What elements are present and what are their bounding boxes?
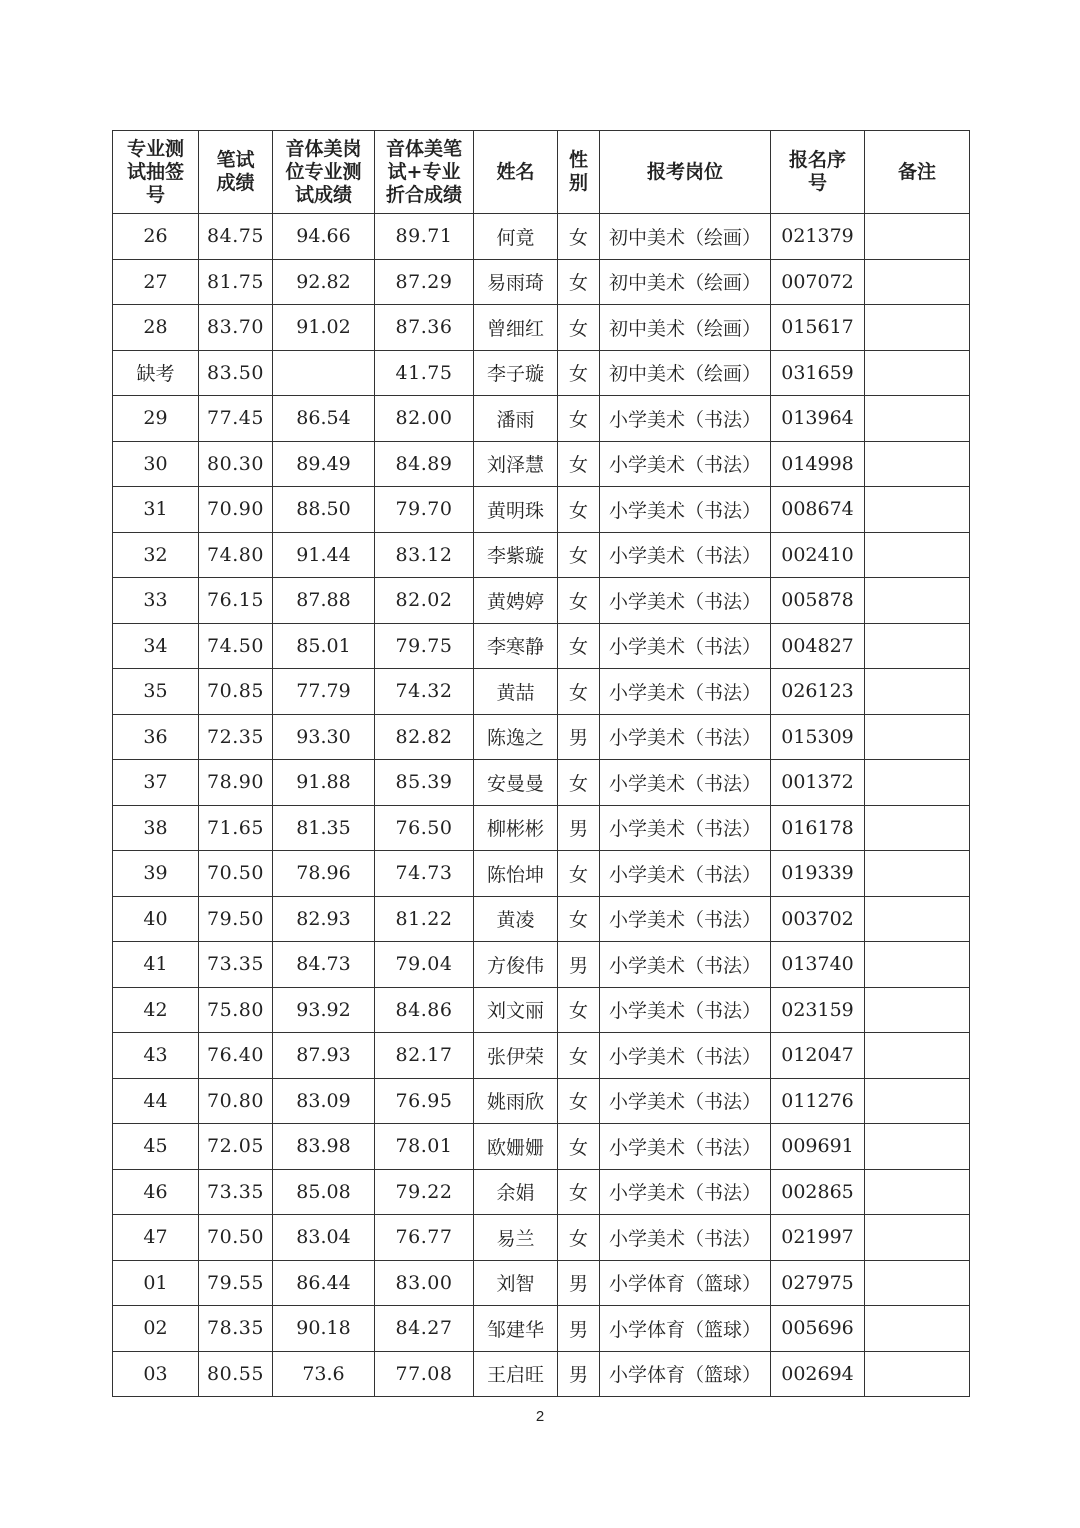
gender-cell: 男 <box>558 714 600 760</box>
written-score-cell: 79.50 <box>199 896 273 942</box>
header-name: 姓名 <box>474 131 558 214</box>
name-cell: 刘智 <box>474 1260 558 1306</box>
written-score-cell: 77.45 <box>199 396 273 442</box>
draw-number-cell: 34 <box>113 623 199 669</box>
remarks-cell <box>865 1169 970 1215</box>
professional-score-cell: 90.18 <box>273 1306 375 1352</box>
professional-score-cell: 91.02 <box>273 305 375 351</box>
professional-score-cell: 82.93 <box>273 896 375 942</box>
table-row <box>113 896 970 942</box>
remarks-cell <box>865 1260 970 1306</box>
gender-cell: 男 <box>558 1260 600 1306</box>
combined-score-cell: 84.86 <box>375 987 474 1033</box>
remarks-cell <box>865 214 970 260</box>
professional-score-cell: 86.44 <box>273 1260 375 1306</box>
registration-number-cell: 004827 <box>771 623 865 669</box>
position-cell: 小学美术（书法） <box>600 1078 771 1124</box>
draw-number-cell: 37 <box>113 760 199 806</box>
gender-cell: 女 <box>558 851 600 897</box>
draw-number-cell: 30 <box>113 441 199 487</box>
combined-score-cell: 83.00 <box>375 1260 474 1306</box>
position-cell: 初中美术（绘画） <box>600 305 771 351</box>
remarks-cell <box>865 1078 970 1124</box>
written-score-cell: 73.35 <box>199 1169 273 1215</box>
registration-number-cell: 008674 <box>771 487 865 533</box>
professional-score-cell: 78.96 <box>273 851 375 897</box>
combined-score-cell: 79.04 <box>375 942 474 988</box>
name-cell: 方俊伟 <box>474 942 558 988</box>
position-cell: 小学美术（书法） <box>600 1215 771 1261</box>
name-cell: 姚雨欣 <box>474 1078 558 1124</box>
header-position: 报考岗位 <box>600 131 771 214</box>
combined-score-cell: 84.89 <box>375 441 474 487</box>
position-cell: 初中美术（绘画） <box>600 259 771 305</box>
name-cell: 黄娉婷 <box>474 578 558 624</box>
remarks-cell <box>865 760 970 806</box>
position-cell: 小学美术（书法） <box>600 396 771 442</box>
header-gender: 性别 <box>558 131 600 214</box>
remarks-cell <box>865 942 970 988</box>
draw-number-cell: 缺考 <box>113 350 199 396</box>
position-cell: 小学美术（书法） <box>600 942 771 988</box>
gender-cell: 男 <box>558 1306 600 1352</box>
registration-number-cell: 019339 <box>771 851 865 897</box>
position-cell: 小学体育（篮球） <box>600 1260 771 1306</box>
professional-score-cell: 93.30 <box>273 714 375 760</box>
gender-cell: 男 <box>558 942 600 988</box>
position-cell: 小学美术（书法） <box>600 851 771 897</box>
position-cell: 小学美术（书法） <box>600 1124 771 1170</box>
combined-score-cell: 82.82 <box>375 714 474 760</box>
combined-score-cell: 87.36 <box>375 305 474 351</box>
name-cell: 黄明珠 <box>474 487 558 533</box>
header-registration-number: 报名序号 <box>771 131 865 214</box>
written-score-cell: 78.90 <box>199 760 273 806</box>
written-score-cell: 70.85 <box>199 669 273 715</box>
name-cell: 黄喆 <box>474 669 558 715</box>
header-combined-score: 音体美笔试+专业折合成绩 <box>375 131 474 214</box>
remarks-cell <box>865 305 970 351</box>
gender-cell: 女 <box>558 1169 600 1215</box>
written-score-cell: 72.35 <box>199 714 273 760</box>
name-cell: 李紫璇 <box>474 532 558 578</box>
table-row <box>113 669 970 715</box>
draw-number-cell: 33 <box>113 578 199 624</box>
professional-score-cell: 77.79 <box>273 669 375 715</box>
draw-number-cell: 42 <box>113 987 199 1033</box>
draw-number-cell: 27 <box>113 259 199 305</box>
gender-cell: 女 <box>558 259 600 305</box>
draw-number-cell: 40 <box>113 896 199 942</box>
table-row <box>113 714 970 760</box>
draw-number-cell: 38 <box>113 805 199 851</box>
name-cell: 刘文丽 <box>474 987 558 1033</box>
draw-number-cell: 46 <box>113 1169 199 1215</box>
professional-score-cell: 85.01 <box>273 623 375 669</box>
gender-cell: 男 <box>558 805 600 851</box>
score-table <box>112 130 970 1397</box>
table-row <box>113 1351 970 1397</box>
registration-number-cell: 031659 <box>771 350 865 396</box>
table-row <box>113 441 970 487</box>
gender-cell: 女 <box>558 987 600 1033</box>
remarks-cell <box>865 1306 970 1352</box>
remarks-cell <box>865 396 970 442</box>
gender-cell: 女 <box>558 623 600 669</box>
professional-score-cell: 83.04 <box>273 1215 375 1261</box>
table-row <box>113 1078 970 1124</box>
gender-cell: 女 <box>558 532 600 578</box>
position-cell: 小学美术（书法） <box>600 987 771 1033</box>
registration-number-cell: 005696 <box>771 1306 865 1352</box>
written-score-cell: 84.75 <box>199 214 273 260</box>
table-header-row <box>113 131 970 214</box>
gender-cell: 女 <box>558 305 600 351</box>
gender-cell: 女 <box>558 669 600 715</box>
registration-number-cell: 002865 <box>771 1169 865 1215</box>
written-score-cell: 73.35 <box>199 942 273 988</box>
gender-cell: 女 <box>558 760 600 806</box>
table-row <box>113 1260 970 1306</box>
registration-number-cell: 003702 <box>771 896 865 942</box>
table-row <box>113 532 970 578</box>
name-cell: 易雨琦 <box>474 259 558 305</box>
combined-score-cell: 79.70 <box>375 487 474 533</box>
gender-cell: 女 <box>558 441 600 487</box>
professional-score-cell: 88.50 <box>273 487 375 533</box>
combined-score-cell: 77.08 <box>375 1351 474 1397</box>
written-score-cell: 79.55 <box>199 1260 273 1306</box>
position-cell: 初中美术（绘画） <box>600 214 771 260</box>
professional-score-cell: 87.88 <box>273 578 375 624</box>
draw-number-cell: 44 <box>113 1078 199 1124</box>
professional-score-cell: 91.44 <box>273 532 375 578</box>
remarks-cell <box>865 896 970 942</box>
registration-number-cell: 001372 <box>771 760 865 806</box>
remarks-cell <box>865 805 970 851</box>
registration-number-cell: 013740 <box>771 942 865 988</box>
name-cell: 欧姗姗 <box>474 1124 558 1170</box>
position-cell: 小学美术（书法） <box>600 1169 771 1215</box>
written-score-cell: 80.30 <box>199 441 273 487</box>
professional-score-cell: 86.54 <box>273 396 375 442</box>
draw-number-cell: 47 <box>113 1215 199 1261</box>
table-row <box>113 760 970 806</box>
professional-score-cell: 91.88 <box>273 760 375 806</box>
page-number: 2 <box>535 1408 545 1425</box>
remarks-cell <box>865 1215 970 1261</box>
professional-score-cell: 89.49 <box>273 441 375 487</box>
gender-cell: 女 <box>558 396 600 442</box>
registration-number-cell: 015309 <box>771 714 865 760</box>
combined-score-cell: 76.77 <box>375 1215 474 1261</box>
table-row <box>113 487 970 533</box>
name-cell: 柳彬彬 <box>474 805 558 851</box>
registration-number-cell: 005878 <box>771 578 865 624</box>
draw-number-cell: 43 <box>113 1033 199 1079</box>
remarks-cell <box>865 487 970 533</box>
combined-score-cell: 79.22 <box>375 1169 474 1215</box>
draw-number-cell: 32 <box>113 532 199 578</box>
position-cell: 小学美术（书法） <box>600 760 771 806</box>
written-score-cell: 81.75 <box>199 259 273 305</box>
remarks-cell <box>865 1124 970 1170</box>
registration-number-cell: 011276 <box>771 1078 865 1124</box>
professional-score-cell: 81.35 <box>273 805 375 851</box>
position-cell: 小学美术（书法） <box>600 441 771 487</box>
written-score-cell: 76.40 <box>199 1033 273 1079</box>
position-cell: 小学体育（篮球） <box>600 1351 771 1397</box>
draw-number-cell: 41 <box>113 942 199 988</box>
draw-number-cell: 39 <box>113 851 199 897</box>
written-score-cell: 74.80 <box>199 532 273 578</box>
registration-number-cell: 026123 <box>771 669 865 715</box>
remarks-cell <box>865 851 970 897</box>
table-row <box>113 942 970 988</box>
registration-number-cell: 023159 <box>771 987 865 1033</box>
combined-score-cell: 87.29 <box>375 259 474 305</box>
written-score-cell: 72.05 <box>199 1124 273 1170</box>
remarks-cell <box>865 350 970 396</box>
name-cell: 易兰 <box>474 1215 558 1261</box>
professional-score-cell: 85.08 <box>273 1169 375 1215</box>
written-score-cell: 80.55 <box>199 1351 273 1397</box>
table-row <box>113 1306 970 1352</box>
name-cell: 刘泽慧 <box>474 441 558 487</box>
remarks-cell <box>865 532 970 578</box>
professional-score-cell: 83.09 <box>273 1078 375 1124</box>
position-cell: 小学美术（书法） <box>600 1033 771 1079</box>
name-cell: 何竟 <box>474 214 558 260</box>
combined-score-cell: 84.27 <box>375 1306 474 1352</box>
header-written-score: 笔试成绩 <box>199 131 273 214</box>
position-cell: 小学美术（书法） <box>600 714 771 760</box>
name-cell: 王启旺 <box>474 1351 558 1397</box>
draw-number-cell: 35 <box>113 669 199 715</box>
table-row <box>113 305 970 351</box>
registration-number-cell: 009691 <box>771 1124 865 1170</box>
name-cell: 曾细红 <box>474 305 558 351</box>
professional-score-cell <box>273 350 375 396</box>
written-score-cell: 83.50 <box>199 350 273 396</box>
position-cell: 小学美术（书法） <box>600 669 771 715</box>
registration-number-cell: 021997 <box>771 1215 865 1261</box>
combined-score-cell: 76.50 <box>375 805 474 851</box>
registration-number-cell: 027975 <box>771 1260 865 1306</box>
header-draw-number: 专业测试抽签号 <box>113 131 199 214</box>
table-row <box>113 1169 970 1215</box>
gender-cell: 女 <box>558 214 600 260</box>
gender-cell: 女 <box>558 487 600 533</box>
name-cell: 潘雨 <box>474 396 558 442</box>
table-row <box>113 623 970 669</box>
written-score-cell: 76.15 <box>199 578 273 624</box>
remarks-cell <box>865 669 970 715</box>
registration-number-cell: 014998 <box>771 441 865 487</box>
written-score-cell: 75.80 <box>199 987 273 1033</box>
combined-score-cell: 79.75 <box>375 623 474 669</box>
written-score-cell: 83.70 <box>199 305 273 351</box>
combined-score-cell: 78.01 <box>375 1124 474 1170</box>
table-row <box>113 987 970 1033</box>
gender-cell: 女 <box>558 1215 600 1261</box>
combined-score-cell: 74.32 <box>375 669 474 715</box>
name-cell: 陈逸之 <box>474 714 558 760</box>
draw-number-cell: 03 <box>113 1351 199 1397</box>
written-score-cell: 70.80 <box>199 1078 273 1124</box>
combined-score-cell: 74.73 <box>375 851 474 897</box>
header-remarks: 备注 <box>865 131 970 214</box>
written-score-cell: 78.35 <box>199 1306 273 1352</box>
combined-score-cell: 76.95 <box>375 1078 474 1124</box>
combined-score-cell: 82.17 <box>375 1033 474 1079</box>
gender-cell: 女 <box>558 578 600 624</box>
professional-score-cell: 87.93 <box>273 1033 375 1079</box>
draw-number-cell: 36 <box>113 714 199 760</box>
combined-score-cell: 81.22 <box>375 896 474 942</box>
name-cell: 李子璇 <box>474 350 558 396</box>
table-row <box>113 214 970 260</box>
name-cell: 李寒静 <box>474 623 558 669</box>
table-row <box>113 1124 970 1170</box>
combined-score-cell: 41.75 <box>375 350 474 396</box>
professional-score-cell: 94.66 <box>273 214 375 260</box>
written-score-cell: 70.90 <box>199 487 273 533</box>
gender-cell: 女 <box>558 1033 600 1079</box>
draw-number-cell: 01 <box>113 1260 199 1306</box>
remarks-cell <box>865 1033 970 1079</box>
combined-score-cell: 82.00 <box>375 396 474 442</box>
professional-score-cell: 92.82 <box>273 259 375 305</box>
name-cell: 黄凌 <box>474 896 558 942</box>
registration-number-cell: 013964 <box>771 396 865 442</box>
professional-score-cell: 84.73 <box>273 942 375 988</box>
position-cell: 小学美术（书法） <box>600 578 771 624</box>
draw-number-cell: 45 <box>113 1124 199 1170</box>
gender-cell: 女 <box>558 896 600 942</box>
position-cell: 小学美术（书法） <box>600 487 771 533</box>
name-cell: 邹建华 <box>474 1306 558 1352</box>
score-table-container <box>112 130 969 1397</box>
draw-number-cell: 02 <box>113 1306 199 1352</box>
table-row <box>113 851 970 897</box>
gender-cell: 男 <box>558 1351 600 1397</box>
professional-score-cell: 73.6 <box>273 1351 375 1397</box>
name-cell: 余娟 <box>474 1169 558 1215</box>
remarks-cell <box>865 259 970 305</box>
registration-number-cell: 002694 <box>771 1351 865 1397</box>
table-row <box>113 259 970 305</box>
position-cell: 小学体育（篮球） <box>600 1306 771 1352</box>
table-row <box>113 350 970 396</box>
name-cell: 陈怡坤 <box>474 851 558 897</box>
written-score-cell: 71.65 <box>199 805 273 851</box>
registration-number-cell: 021379 <box>771 214 865 260</box>
remarks-cell <box>865 987 970 1033</box>
draw-number-cell: 28 <box>113 305 199 351</box>
written-score-cell: 70.50 <box>199 851 273 897</box>
remarks-cell <box>865 1351 970 1397</box>
position-cell: 小学美术（书法） <box>600 805 771 851</box>
registration-number-cell: 012047 <box>771 1033 865 1079</box>
combined-score-cell: 83.12 <box>375 532 474 578</box>
draw-number-cell: 29 <box>113 396 199 442</box>
professional-score-cell: 93.92 <box>273 987 375 1033</box>
name-cell: 张伊荣 <box>474 1033 558 1079</box>
remarks-cell <box>865 714 970 760</box>
position-cell: 初中美术（绘画） <box>600 350 771 396</box>
table-row <box>113 805 970 851</box>
gender-cell: 女 <box>558 1078 600 1124</box>
remarks-cell <box>865 578 970 624</box>
table-row <box>113 578 970 624</box>
gender-cell: 女 <box>558 1124 600 1170</box>
table-row <box>113 1215 970 1261</box>
combined-score-cell: 82.02 <box>375 578 474 624</box>
remarks-cell <box>865 623 970 669</box>
gender-cell: 女 <box>558 350 600 396</box>
table-row <box>113 396 970 442</box>
draw-number-cell: 31 <box>113 487 199 533</box>
header-professional-test-score: 音体美岗位专业测试成绩 <box>273 131 375 214</box>
registration-number-cell: 015617 <box>771 305 865 351</box>
written-score-cell: 70.50 <box>199 1215 273 1261</box>
registration-number-cell: 002410 <box>771 532 865 578</box>
remarks-cell <box>865 441 970 487</box>
professional-score-cell: 83.98 <box>273 1124 375 1170</box>
combined-score-cell: 89.71 <box>375 214 474 260</box>
position-cell: 小学美术（书法） <box>600 896 771 942</box>
name-cell: 安曼曼 <box>474 760 558 806</box>
registration-number-cell: 007072 <box>771 259 865 305</box>
written-score-cell: 74.50 <box>199 623 273 669</box>
table-row <box>113 1033 970 1079</box>
table-body <box>113 214 970 1397</box>
position-cell: 小学美术（书法） <box>600 623 771 669</box>
draw-number-cell: 26 <box>113 214 199 260</box>
combined-score-cell: 85.39 <box>375 760 474 806</box>
registration-number-cell: 016178 <box>771 805 865 851</box>
position-cell: 小学美术（书法） <box>600 532 771 578</box>
